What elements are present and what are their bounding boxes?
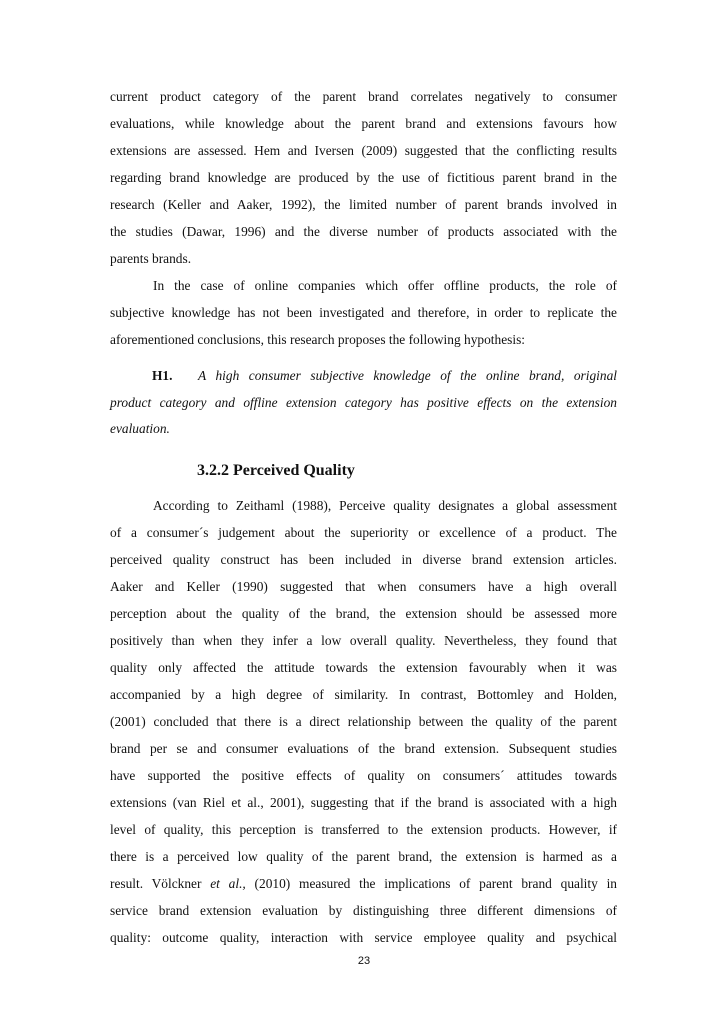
paragraph-line: positively than when they infer a low overall quality. Nevertheless, they found that [110, 633, 617, 648]
paragraph-line: the studies (Dawar, 1996) and the diverse number of products associated with the [110, 224, 617, 239]
page-number: 23 [357, 955, 371, 967]
paragraph-line: of a consumer´s judgement about the superiority or excellence of a product. The [110, 525, 617, 540]
paragraph-line: there is a perceived low quality of the parent brand, the extension is harmed as a [110, 849, 617, 864]
paragraph-line: accompanied by a high degree of similarity. In contrast, Bottomley and Holden, [110, 687, 617, 702]
paragraph-line: Aaker and Keller (1990) suggested that when consumers have a high overall [110, 579, 617, 594]
paragraph-line: quality only affected the attitude towards the extension favourably when it was [110, 660, 617, 675]
paragraph-line: aforementioned conclusions, this research proposes the following hypothesis: [110, 332, 526, 347]
paragraph-line-with-citation [110, 873, 617, 895]
section-heading: 3.2.2 Perceived Quality [197, 462, 355, 479]
text-run: (2010) measured the implications of parent brand quality in [245, 876, 618, 891]
paragraph-line: perceived quality construct has been included in diverse brand extension articles. [110, 552, 617, 567]
hypothesis-label: H1. [152, 368, 173, 383]
paragraph-line: research (Keller and Aaker, 1992), the limited number of parent brands involved in [110, 197, 617, 212]
paragraph-line: brand per se and consumer evaluations of the brand extension. Subsequent studies [110, 741, 617, 756]
italic-et-al: et al., [210, 876, 246, 891]
paragraph-line: extensions are assessed. Hem and Iversen (2009) suggested that the conflicting results [110, 143, 617, 158]
text-run: result. Völckner [110, 876, 211, 891]
paragraph-line: current product category of the parent brand correlates negatively to consumer [110, 89, 617, 104]
paragraph-line: perception about the quality of the brand, the extension should be assessed more [110, 606, 617, 621]
paragraph-line: level of quality, this perception is transferred to the extension products. However, if [110, 822, 617, 837]
paragraph-line: extensions (van Riel et al., 2001), suggesting that if the brand is associated with a high [110, 795, 617, 810]
paragraph-line: evaluations, while knowledge about the parent brand and extensions favours how [110, 116, 617, 131]
paragraph-line: quality: outcome quality, interaction with service employee quality and psychical [110, 930, 617, 945]
paragraph-line: have supported the positive effects of quality on consumers´ attitudes towards [110, 768, 617, 783]
paragraph-line: In the case of online companies which offer offline products, the role of [153, 278, 617, 293]
hypothesis-line: A high consumer subjective knowledge of the online brand, original [198, 368, 617, 383]
hypothesis-line: product category and offline extension category has positive effects on the extension [110, 395, 617, 410]
paragraph-line: parents brands. [110, 251, 192, 266]
paragraph-line: regarding brand knowledge are produced by the use of fictitious parent brand in the [110, 170, 617, 185]
paragraph-line: According to Zeithaml (1988), Perceive quality designates a global assessment [153, 498, 617, 513]
paragraph-line: service brand extension evaluation by distinguishing three different dimensions of [110, 903, 617, 918]
hypothesis-line: evaluation. [110, 421, 170, 436]
paragraph-line: (2001) concluded that there is a direct relationship between the quality of the parent [110, 714, 617, 729]
paragraph-line: subjective knowledge has not been investigated and therefore, in order to replicate the [110, 305, 617, 320]
